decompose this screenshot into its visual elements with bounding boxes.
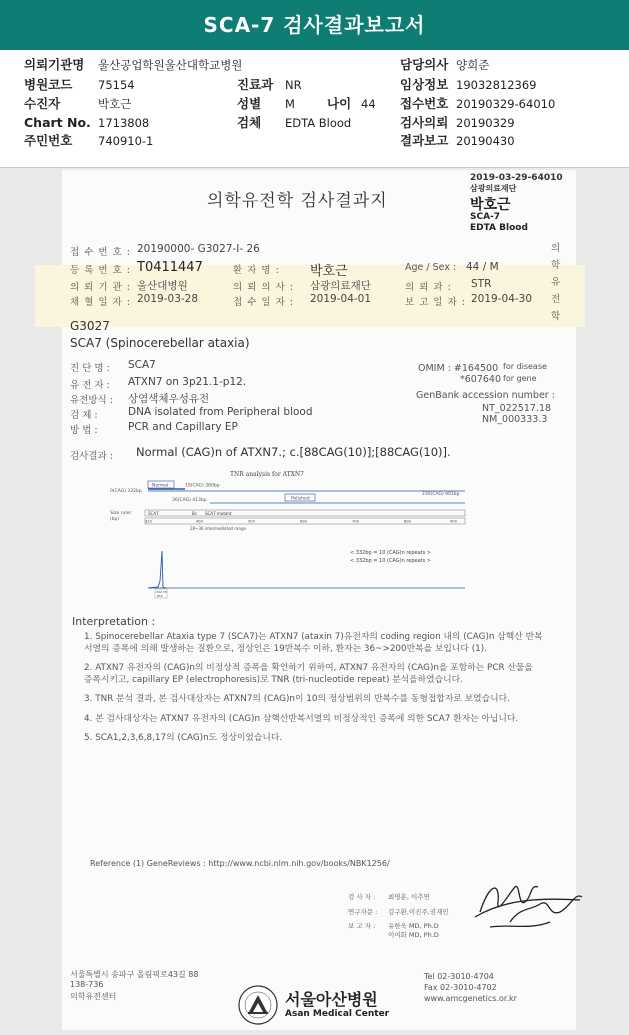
address-line: 서울특별시 송파구 올림픽로43길 88 <box>70 970 199 979</box>
genbank-accession: NM_000333.3 <box>482 414 548 425</box>
header-value: 1713808 <box>98 116 150 130</box>
omim-gene-note: for gene <box>503 374 537 383</box>
header-value: 44 <box>361 97 376 111</box>
figure-label: SCA7 mutant <box>205 511 232 516</box>
header-row-doctor <box>400 56 489 74</box>
field-agesex-label: Age / Sex : <box>405 262 457 273</box>
header-row-department <box>237 76 302 94</box>
header-label: 접수번호 <box>400 96 449 111</box>
header-label: 성별 <box>237 96 262 111</box>
field-receipt-value: 20190000- G3027-I- 26 <box>137 243 260 255</box>
repeat-line: < 332bp = 10 (CAG)n repeats > <box>350 558 432 564</box>
tick-label: 400 <box>196 519 203 524</box>
signer-value: 이여화 MD, Ph.D <box>388 931 439 939</box>
interpretation-item: 2. ATXN7 유전자의 (CAG)n의 비정상적 증폭을 확인하기 위하여, ATXN7 유전자의 (CAG)n을 포함하는 PCR 산물을 증폭시키고, capillary EP (electrophoresis)로 TNR (tri-nucleotide repeat) 분석을하였습니다. <box>84 663 533 685</box>
field-institution-label: 의 뢰 기 관 : <box>70 282 131 293</box>
contact-line: Fax 02-3010-4702 <box>424 983 497 992</box>
header-row-request-date <box>400 114 515 132</box>
electropherogram-peak <box>148 551 166 588</box>
field-collect-value: 2019-03-28 <box>137 293 199 305</box>
detail-value: PCR and Capillary EP <box>128 421 238 433</box>
header-row-resident-no <box>24 132 153 150</box>
label-receipt-number: 2019-03-29-64010 <box>470 173 563 183</box>
interpretation-item: 4. 본 검사대상자는 ATXN7 유전자의 (CAG)n 삼핵산반복서열의 비정상적인 증폭에 의한 SCA7 환자는 아닙니다. <box>84 713 519 724</box>
header-value: NR <box>285 78 302 92</box>
field-referral-label: 의 뢰 의 사 : <box>233 282 294 293</box>
disease-name: SCA7 (Spinocerebellar ataxia) <box>70 336 250 350</box>
figure-label: Polished <box>291 496 310 502</box>
header-row-institution <box>24 56 242 74</box>
detail-label: 검 체 : <box>70 410 98 421</box>
label-patient-name: 박호근 <box>470 197 511 213</box>
field-reg-value: T0411447 <box>137 260 203 275</box>
header-label: 주민번호 <box>24 133 73 148</box>
detail-value: 상염색체우성유전 <box>128 393 210 405</box>
field-report-date-value: 2019-04-30 <box>471 293 533 305</box>
figure-label: Bc <box>192 511 197 516</box>
header-row-age <box>327 95 376 113</box>
header-value: 울산공업학원울산대학교병원 <box>98 58 243 72</box>
detail-label: 유전방식 : <box>70 395 113 406</box>
header-row-hospital-code <box>24 76 135 94</box>
interpretation-item: 1. Spinocerebellar Ataxia type 7 (SCA7)는 ATXN7 (ataxin 7)유전자의 coding region 내의 (CAG)n 삼핵산 반복서열의 증폭에 의해 발생하는 질환으로, 정상인은 19반복수 이하, 환자는 36~>200반복을 보입니다 (1). <box>84 632 543 654</box>
detail-value: ATXN7 on 3p21.1-p12. <box>128 376 247 388</box>
detail-value: DNA isolated from Peripheral blood <box>128 406 313 418</box>
tnr-analysis-figure <box>110 468 480 608</box>
header-value: 20190430 <box>456 134 515 148</box>
field-accept-value: 2019-04-01 <box>310 293 372 305</box>
header-label: 임상정보 <box>400 77 449 92</box>
contact-line: www.amcgenetics.or.kr <box>424 994 517 1003</box>
asan-logo-icon <box>237 984 279 1026</box>
figure-label: (bp) <box>110 517 120 522</box>
detail-label: 방 법 : <box>70 425 98 436</box>
signer-value: 최영훈, 이추연 <box>388 893 430 901</box>
header-row-clinical-info <box>400 76 536 94</box>
header-row-specimen <box>237 114 351 132</box>
logo-english: Asan Medical Center <box>285 1009 390 1019</box>
header-value: 20190329 <box>456 116 515 130</box>
figure-title: TNR analysis for ATXN7 <box>230 471 304 478</box>
tick-label: 320 <box>145 519 152 524</box>
header-label: 진료과 <box>237 77 274 92</box>
interpretation-item: 5. SCA1,2,3,6,8,17의 (CAG)n도 정상이었습니다. <box>84 733 283 743</box>
interpretation-title: Interpretation : <box>72 615 156 628</box>
tick-label: 600 <box>300 519 307 524</box>
peak-label: 852 <box>157 594 163 598</box>
header-value: 20190329-64010 <box>456 97 556 111</box>
field-patient-value: 박호근 <box>310 264 348 279</box>
report-title: SCA-7 검사결과보고서 <box>0 0 629 50</box>
field-receipt-label: 접 수 번 호 : <box>70 247 131 258</box>
interpretation-item: 3. TNR 분석 결과, 본 검사대상자는 ATXN7의 (CAG)n이 10의 정상범위의 반복수를 동형접합자로 보였습니다. <box>84 694 510 704</box>
figure-label: 0(CAG) 332bp <box>110 489 142 494</box>
detail-label: 진 단 명 : <box>70 363 110 374</box>
handwritten-signature <box>470 872 590 942</box>
genbank-accession: NT_022517.18 <box>482 403 552 414</box>
tick-label: 500 <box>248 519 255 524</box>
header-label: 병원코드 <box>24 77 73 92</box>
field-test-label: 의 뢰 과 : <box>405 282 452 293</box>
interpretation-body <box>84 632 544 753</box>
label-lab-name: 삼광의료재단 <box>470 184 517 193</box>
header-label: 나이 <box>327 96 352 111</box>
field-agesex-value: 44 / M <box>466 261 499 273</box>
figure-label: Normal <box>152 483 169 489</box>
field-reg-label: 등 록 번 호 : <box>70 265 131 276</box>
repeat-line: < 332bp = 10 (CAG)n repeats > <box>350 550 432 556</box>
field-test-value: STR <box>471 278 492 290</box>
header-value: 75154 <box>98 78 135 92</box>
signer-value: 유한욱 MD, Ph.D <box>388 922 439 930</box>
header-label: 담당의사 <box>400 57 449 72</box>
detail-label: 유 전 자 : <box>70 380 110 391</box>
field-patient-label: 환 자 명 : <box>233 265 280 276</box>
omim-disease-note: for disease <box>503 362 547 371</box>
signer-label: 보 고 자 : <box>348 922 376 930</box>
figure-label: 28~36 intermediated range <box>190 526 246 531</box>
tick-label: 900 <box>450 519 457 524</box>
header-value: 양희준 <box>456 58 490 72</box>
field-accept-label: 접 수 일 자 : <box>233 297 294 308</box>
field-collect-label: 채 혈 일 자 : <box>70 297 131 308</box>
header-row-report-date <box>400 132 515 150</box>
omim-gene: *607640 <box>460 374 502 385</box>
detail-value: SCA7 <box>128 359 156 371</box>
logo-korean: 서울아산병원 <box>285 990 378 1009</box>
figure-label: Size ruler <box>110 511 132 516</box>
header-value: 19032812369 <box>456 78 537 92</box>
figure-label: 230(CAG) 901bp <box>422 492 460 497</box>
header-row-sex <box>237 95 295 113</box>
header-label: 수진자 <box>24 96 61 111</box>
field-report-date-label: 보 고 일 자 : <box>405 297 466 308</box>
header-label: 검체 <box>237 115 262 130</box>
header-value: 740910-1 <box>98 134 154 148</box>
label-test: SCA-7 <box>470 212 501 222</box>
header-row-patient <box>24 95 131 113</box>
result-label: 검사결과 : <box>70 451 113 462</box>
label-specimen: EDTA Blood <box>470 223 528 233</box>
genbank-label: GenBank accession number : <box>416 390 555 401</box>
address-line: 138-736 <box>70 980 104 989</box>
header-row-receipt-no <box>400 95 555 113</box>
signer-label: 연구자문 : <box>348 908 378 916</box>
report-heading: 의학유전학 검사결과지 <box>207 191 388 211</box>
figure-label: 19(CAG) 360bp <box>185 483 220 489</box>
tick-label: 700 <box>352 519 359 524</box>
tick-label: 800 <box>404 519 411 524</box>
figure-label: SCA7 <box>148 511 159 516</box>
field-referral-value: 삼광의료재단 <box>310 280 371 292</box>
test-code: G3027 <box>70 319 110 333</box>
header-label: Chart No. <box>24 115 91 130</box>
header-value: EDTA Blood <box>285 116 352 130</box>
header-label: 검사의뢰 <box>400 115 449 130</box>
side-vertical-text: 의학유전학 <box>551 243 561 322</box>
omim-disease: OMIM : #164500 <box>418 363 499 374</box>
signer-label: 검 사 자 : <box>348 893 376 901</box>
address-line: 의학유전센터 <box>70 992 117 1001</box>
header-label: 결과보고 <box>400 133 449 148</box>
report-header <box>0 50 629 168</box>
contact-line: Tel 02-3010-4704 <box>424 972 494 981</box>
field-institution-value: 울산대병원 <box>137 280 188 292</box>
reference: Reference (1) GeneReviews : http://www.ncbi.nlm.nih.gov/books/NBK1256/ <box>90 859 390 868</box>
header-label: 의뢰기관명 <box>24 57 85 72</box>
result-value: Normal (CAG)n of ATXN7.; c.[88CAG(10)];[88CAG(10)]. <box>136 445 451 459</box>
header-value: 박호근 <box>98 97 132 111</box>
peak-label: 332.78 <box>156 590 167 594</box>
signer-value: 김구환,이진주,권재민 <box>388 908 449 916</box>
figure-label: 36(CAG) 413bp <box>172 498 207 503</box>
header-value: M <box>285 97 295 111</box>
header-row-chart-no <box>24 114 149 132</box>
